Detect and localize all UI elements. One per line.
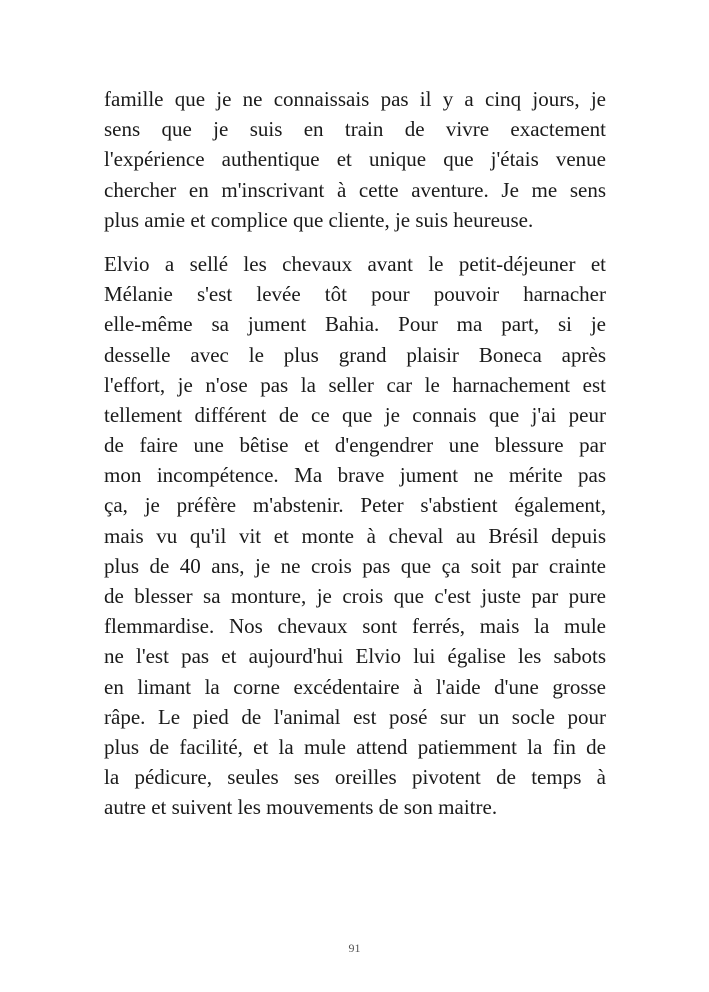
body-text: [104, 84, 606, 823]
page-number: 91: [348, 941, 361, 955]
text-line: autre et suivent les mouvements de son maitre.: [104, 795, 498, 820]
text-line: mais vu qu'il vit et monte à cheval au Brésil depuis: [104, 523, 606, 548]
text-line: mon incompétence. Ma brave jument ne mérite pas: [104, 463, 606, 488]
text-line: râpe. Le pied de l'animal est posé sur un socle pour: [104, 704, 606, 729]
text-line: Mélanie s'est levée tôt pour pouvoir harnacher: [104, 282, 606, 307]
text-line: de blesser sa monture, je crois que c'est juste par pure: [104, 584, 606, 608]
text-line: desselle avec le plus grand plaisir Boneca après: [104, 342, 606, 367]
text-line: plus de facilité, et la mule attend patiemment la fin de: [104, 734, 606, 759]
text-line: ne l'est pas et aujourd'hui Elvio lui égalise les sabots: [104, 644, 606, 669]
text-line: en limant la corne excédentaire à l'aide d'une grosse: [104, 674, 606, 699]
text-line: plus de 40 ans, je ne crois pas que ça soit par crainte: [104, 553, 606, 578]
paragraph-2: [104, 249, 606, 823]
text-line: elle-même sa jument Bahia. Pour ma part, si je: [104, 312, 606, 337]
text-line: l'effort, je n'ose pas la seller car le harnachement est: [104, 372, 606, 397]
text-line: ça, je préfère m'abstenir. Peter s'abstient également,: [104, 493, 606, 518]
text-line: chercher en m'inscrivant à cette aventure. Je me sens: [104, 177, 606, 202]
text-line: famille que je ne connaissais pas il y a cinq jours, je: [104, 87, 606, 111]
text-line: la pédicure, seules ses oreilles pivotent de temps à: [104, 765, 606, 790]
text-line: de faire une bêtise et d'engendrer une blessure par: [104, 433, 606, 458]
text-line: tellement différent de ce que je connais que j'ai peur: [104, 402, 606, 427]
text-line: flemmardise. Nos chevaux sont ferrés, mais la mule: [104, 614, 606, 639]
paragraph-1: [104, 84, 606, 235]
text-line: Elvio a sellé les chevaux avant le petit-déjeuner et: [104, 251, 606, 276]
text-line: l'expérience authentique et unique que j'étais venue: [104, 147, 606, 172]
text-line: sens que je suis en train de vivre exactement: [104, 117, 606, 142]
text-line: plus amie et complice que cliente, je suis heureuse.: [104, 207, 534, 232]
